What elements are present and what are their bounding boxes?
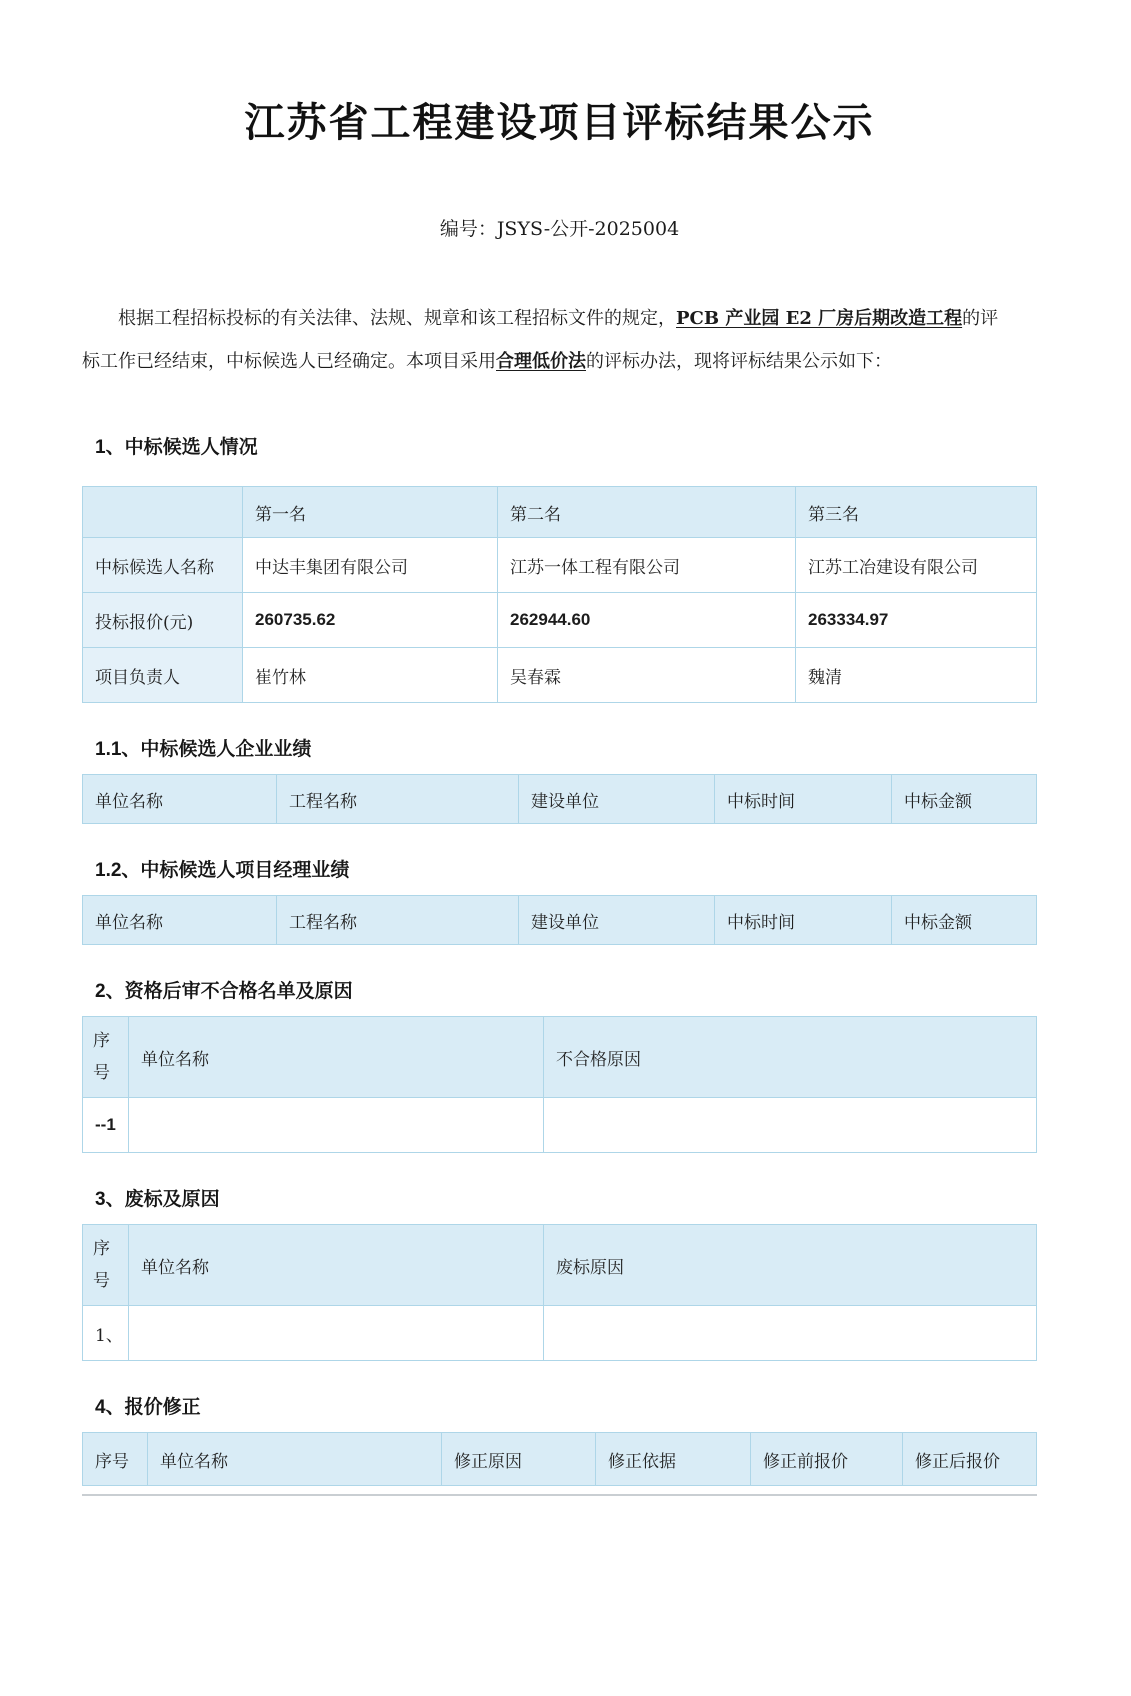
intro-line-1 [82, 297, 1037, 340]
project-name: PCB 产业园 E2 厂房后期改造工程 [676, 308, 963, 329]
table-cell: 262944.60 [498, 593, 796, 648]
project-manager-row [83, 648, 1037, 703]
table-cell: 崔竹林 [243, 648, 498, 703]
table-cell: 江苏工冶建设有限公司 [796, 538, 1037, 593]
table-header-row [83, 487, 1037, 538]
sequence-cell: 1、 [83, 1306, 129, 1361]
page-title: 江苏省工程建设项目评标结果公示 [244, 99, 875, 146]
column-header: 修正前报价 [751, 1433, 903, 1486]
table-cell: 江苏一体工程有限公司 [498, 538, 796, 593]
table-header-row [83, 1017, 1037, 1098]
intro-text: 根据工程招标投标的有关法律、法规、规章和该工程招标文件的规定， [118, 308, 676, 329]
table-cell [129, 1098, 544, 1153]
section1-heading: 1、中标候选人情况 [95, 437, 258, 458]
section1-1-heading: 1.1、中标候选人企业业绩 [95, 739, 312, 760]
evaluation-method: 合理低价法 [496, 351, 586, 372]
table-cell [129, 1306, 544, 1361]
table-cell: 263334.97 [796, 593, 1037, 648]
rank3-header: 第三名 [796, 487, 1037, 538]
column-header: 不合格原因 [544, 1017, 1037, 1098]
table-cell [544, 1098, 1037, 1153]
table-header-row [83, 1225, 1037, 1306]
document-page [82, 96, 1037, 1496]
table-cell: 吴春霖 [498, 648, 796, 703]
table-bottom-edge [82, 1486, 1037, 1496]
column-header: 修正依据 [596, 1433, 751, 1486]
intro-paragraph [82, 297, 1037, 383]
column-header: 中标金额 [892, 775, 1037, 824]
rank2-header: 第二名 [498, 487, 796, 538]
intro-text: 的评 [962, 308, 999, 329]
table-cell: 魏清 [796, 648, 1037, 703]
column-header: 中标金额 [892, 896, 1037, 945]
candidates-table [82, 486, 1037, 703]
section4-heading: 4、报价修正 [95, 1397, 201, 1418]
row-label: 投标报价(元) [83, 593, 243, 648]
column-header: 单位名称 [129, 1225, 544, 1306]
table-header-row [83, 896, 1037, 945]
row-label: 项目负责人 [83, 648, 243, 703]
table-row [83, 1306, 1037, 1361]
column-header: 单位名称 [129, 1017, 544, 1098]
column-header: 序号 [83, 1225, 129, 1306]
column-header: 单位名称 [83, 896, 277, 945]
column-header: 修正原因 [442, 1433, 596, 1486]
section3-heading: 3、废标及原因 [95, 1189, 220, 1210]
section1-2-heading: 1.2、中标候选人项目经理业绩 [95, 860, 350, 881]
table-cell [544, 1306, 1037, 1361]
manager-performance-table [82, 895, 1037, 945]
table-cell: 中达丰集团有限公司 [243, 538, 498, 593]
row-label: 中标候选人名称 [83, 538, 243, 593]
intro-line-2 [82, 340, 1037, 383]
column-header: 工程名称 [277, 896, 519, 945]
intro-text: 标工作已经结束，中标候选人已经确定。本项目采用 [82, 351, 496, 372]
column-header: 中标时间 [715, 775, 892, 824]
rejected-bids-table [82, 1224, 1037, 1361]
section2-heading: 2、资格后审不合格名单及原因 [95, 981, 353, 1002]
column-header: 废标原因 [544, 1225, 1037, 1306]
table-header-row [83, 1433, 1037, 1486]
column-header: 修正后报价 [903, 1433, 1037, 1486]
table-header-row [83, 775, 1037, 824]
column-header: 建设单位 [519, 896, 715, 945]
column-header: 单位名称 [83, 775, 277, 824]
table-row [83, 1098, 1037, 1153]
column-header: 单位名称 [148, 1433, 442, 1486]
doc-number: 编号：JSYS-公开-2025004 [439, 218, 680, 240]
price-correction-table [82, 1432, 1037, 1486]
empty-header-cell [83, 487, 243, 538]
sequence-cell: --1 [83, 1098, 129, 1153]
column-header: 序号 [83, 1433, 148, 1486]
bid-price-row [83, 593, 1037, 648]
candidate-name-row [83, 538, 1037, 593]
column-header: 中标时间 [715, 896, 892, 945]
table-cell: 260735.62 [243, 593, 498, 648]
company-performance-table [82, 774, 1037, 824]
intro-text: 的评标办法，现将评标结果公示如下： [586, 351, 892, 372]
column-header: 序号 [83, 1017, 129, 1098]
column-header: 建设单位 [519, 775, 715, 824]
column-header: 工程名称 [277, 775, 519, 824]
rank1-header: 第一名 [243, 487, 498, 538]
disqualified-table [82, 1016, 1037, 1153]
